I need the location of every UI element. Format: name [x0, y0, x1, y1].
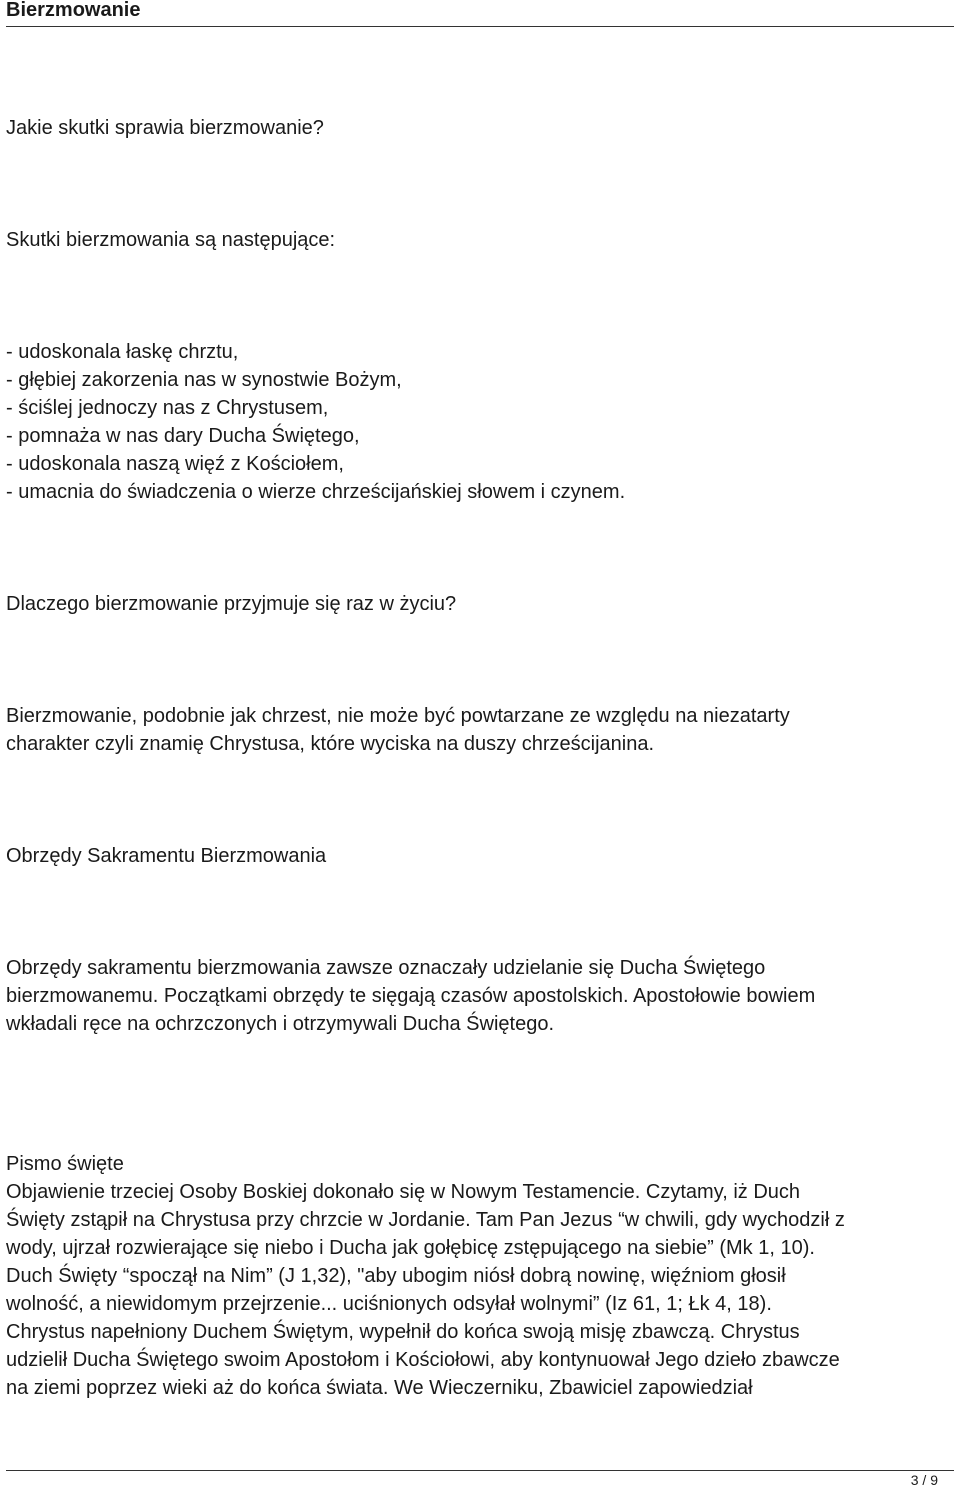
effects-intro: Skutki bierzmowania są następujące:	[6, 229, 336, 251]
page-header	[6, 0, 954, 27]
effect-item: - umacnia do świadczenia o wierze chrześcijańskiej słowem i czynem.	[6, 481, 626, 503]
document-title: Bierzmowanie	[6, 0, 141, 21]
question-effects: Jakie skutki sprawia bierzmowanie?	[6, 117, 324, 139]
footer-divider	[6, 1470, 954, 1471]
scripture-text-line: na ziemi poprzez wieki aż do końca świata. We Wieczerniku, Zbawiciel zapowiedział	[6, 1377, 753, 1399]
effect-item: - udoskonala łaskę chrztu,	[6, 341, 239, 363]
rites-text-line: bierzmowanemu. Początkami obrzędy te sięgają czasów apostolskich. Apostołowie bowiem	[6, 985, 816, 1007]
rites-text-line: wkładali ręce na ochrzczonych i otrzymywali Ducha Świętego.	[6, 1013, 555, 1035]
scripture-text-line: Święty zstąpił na Chrystusa przy chrzcie w Jordanie. Tam Pan Jezus “w chwili, gdy wychodził z	[6, 1209, 845, 1231]
effect-item: - udoskonala naszą więź z Kościołem,	[6, 453, 344, 475]
answer-once-line: charakter czyli znamię Chrystusa, które wyciska na duszy chrześcijanina.	[6, 733, 655, 755]
rites-text-line: Obrzędy sakramentu bierzmowania zawsze oznaczały udzielanie się Ducha Świętego	[6, 957, 766, 979]
effect-item: - głębiej zakorzenia nas w synostwie Bożym,	[6, 369, 402, 391]
scripture-text-line: udzielił Ducha Świętego swoim Apostołom i Kościołowi, aby kontynuował Jego dzieło zbawcze	[6, 1349, 840, 1371]
effect-item: - ściślej jednoczy nas z Chrystusem,	[6, 397, 329, 419]
scripture-text-line: wolność, a niewidomym przejrzenie... uciśnionych odsyłał wolnymi” (Iz 61, 1; Łk 4, 18).	[6, 1293, 772, 1315]
scripture-text-line: Chrystus napełniony Duchem Świętym, wypełnił do końca swoją misję zbawczą. Chrystus	[6, 1321, 800, 1343]
answer-once-line: Bierzmowanie, podobnie jak chrzest, nie może być powtarzane ze względu na niezatarty	[6, 705, 790, 727]
effect-item: - pomnaża w nas dary Ducha Świętego,	[6, 425, 360, 447]
scripture-heading: Pismo święte	[6, 1153, 124, 1175]
scripture-text-line: Objawienie trzeciej Osoby Boskiej dokonało się w Nowym Testamencie. Czytamy, iż Duch	[6, 1181, 801, 1203]
scripture-text-line: Duch Święty “spoczął na Nim” (J 1,32), "aby ubogim niósł dobrą nowinę, więźniom głosił	[6, 1265, 786, 1287]
rites-heading: Obrzędy Sakramentu Bierzmowania	[6, 845, 327, 867]
scripture-text-line: wody, ujrzał rozwierające się niebo i Ducha jak gołębicę zstępującego na siebie” (Mk 1, 10).	[6, 1237, 815, 1259]
page-number: 3 / 9	[910, 1472, 938, 1488]
question-once: Dlaczego bierzmowanie przyjmuje się raz w życiu?	[6, 593, 457, 615]
